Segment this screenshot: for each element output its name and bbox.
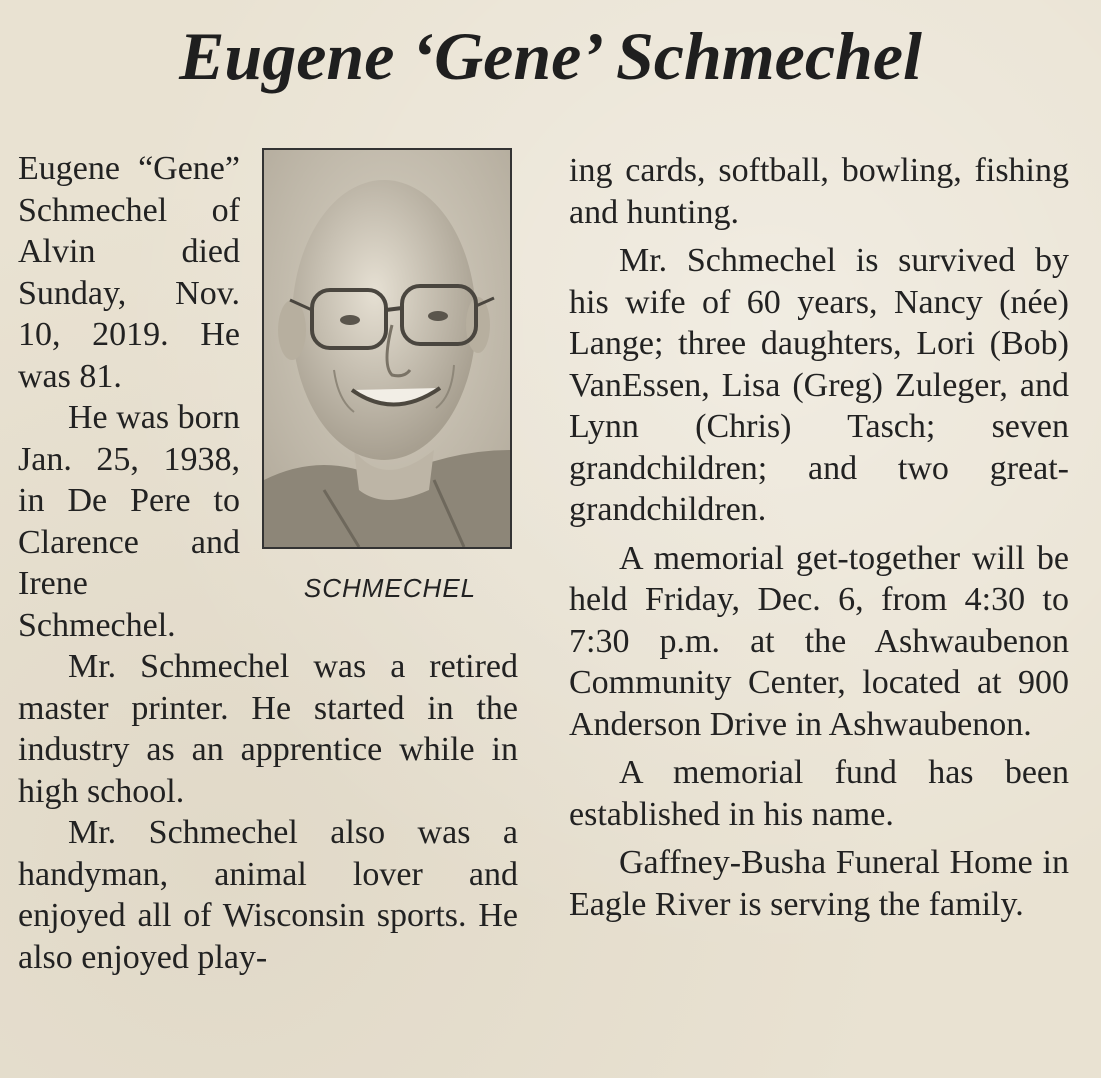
portrait-photo — [262, 148, 512, 549]
paragraph-hobbies: Mr. Schmechel also was a handyman, animal lover and enjoyed all of Wisconsin sports. He also enjoyed play- — [18, 814, 518, 976]
paragraph-survivors: Mr. Schmechel is survived by his wife of 60 years, Nancy (née) Lange; three daughters, Lori (Bob) VanEssen, Lisa (Greg) Zuleger, and Lynn (Chris) Tasch; seven grandchildren; and two great-grandchildren. — [569, 242, 1069, 528]
paragraph-birth: He was born Jan. 25, 1938, in De Pere to Clarence and Irene Schmechel. — [18, 399, 240, 644]
paragraph-memorial-fund: A memorial fund has been established in his name. — [569, 754, 1069, 833]
portrait-image — [264, 150, 510, 547]
portrait-block — [262, 148, 518, 618]
paragraph-funeral-home: Gaffney-Busha Funeral Home in Eagle River is serving the family. — [569, 844, 1069, 923]
paragraph-hobbies-continued: ing cards, softball, bowling, fishing and hunting. — [569, 152, 1069, 231]
obituary-headline: Eugene ‘Gene’ Schmechel — [179, 18, 922, 94]
paragraph-memorial-gathering: A memorial get-together will be held Friday, Dec. 6, from 4:30 to 7:30 p.m. at the Ashwaubenon Community Center, located at 900 Anderson Drive in Ashwaubenon. — [569, 539, 1069, 743]
right-column — [569, 150, 1069, 925]
left-column — [18, 148, 518, 978]
paragraph-death-notice: Eugene “Gene” Schmechel of Alvin died Sunday, Nov. 10, 2019. He was 81. — [18, 150, 240, 395]
portrait-caption: SCHMECHEL — [303, 573, 477, 603]
paragraph-career: Mr. Schmechel was a retired master printer. He started in the industry as an apprentice while in high school. — [18, 648, 518, 810]
